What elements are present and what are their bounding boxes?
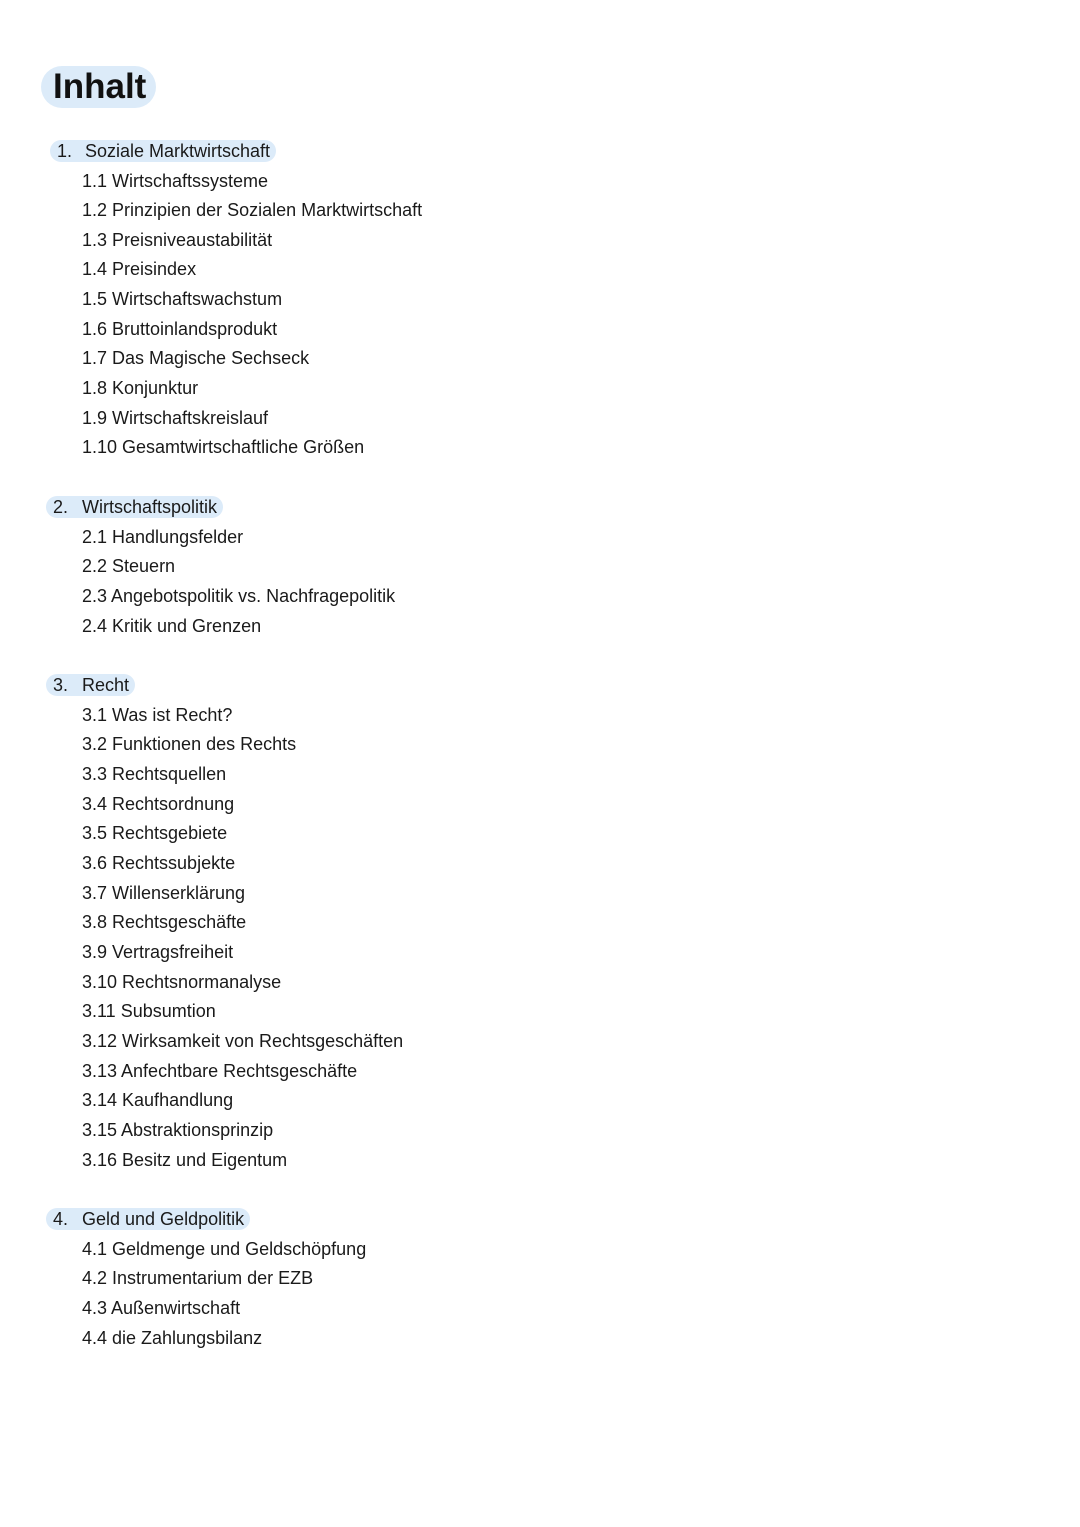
list-item[interactable]: 3.15 Abstraktionsprinzip [82,1120,274,1140]
list-item[interactable]: 1.9 Wirtschaftskreislauf [82,408,269,428]
section-heading[interactable] [50,140,276,162]
section-heading[interactable] [46,1208,250,1230]
section-heading[interactable] [46,496,223,518]
list-item[interactable]: 3.10 Rechtsnormanalyse [82,972,282,992]
list-item[interactable]: 1.3 Preisniveaustabilität [82,230,273,250]
list-item[interactable]: 3.6 Rechtssubjekte [82,853,236,873]
list-item[interactable]: 1.6 Bruttoinlandsprodukt [82,319,278,339]
list-item[interactable]: 1.10 Gesamtwirtschaftliche Größen [82,437,365,457]
section-number: 4. [53,1209,69,1229]
list-item[interactable]: 2.1 Handlungsfelder [82,527,244,547]
list-item[interactable]: 3.9 Vertragsfreiheit [82,942,234,962]
page-title: Inhalt [41,66,156,108]
list-item[interactable]: 1.2 Prinzipien der Sozialen Marktwirtschaft [82,200,423,220]
list-item[interactable]: 3.12 Wirksamkeit von Rechtsgeschäften [82,1031,404,1051]
list-item[interactable]: 3.13 Anfechtbare Rechtsgeschäfte [82,1061,358,1081]
section-number: 1. [57,141,73,161]
list-item[interactable]: 2.4 Kritik und Grenzen [82,616,262,636]
list-item[interactable]: 1.8 Konjunktur [82,378,199,398]
list-item[interactable]: 1.5 Wirtschaftswachstum [82,289,283,309]
list-item[interactable]: 1.4 Preisindex [82,259,197,279]
section-title: Wirtschaftspolitik [82,497,218,517]
list-item[interactable]: 2.2 Steuern [82,556,176,576]
list-item[interactable]: 1.1 Wirtschaftssysteme [82,171,269,191]
list-item[interactable]: 3.4 Rechtsordnung [82,794,235,814]
section-title: Soziale Marktwirtschaft [85,141,271,161]
list-item[interactable]: 1.7 Das Magische Sechseck [82,348,310,368]
list-item[interactable]: 3.5 Rechtsgebiete [82,823,228,843]
list-item[interactable]: 4.4 die Zahlungsbilanz [82,1328,263,1348]
list-item[interactable]: 3.2 Funktionen des Rechts [82,734,297,754]
list-item[interactable]: 4.1 Geldmenge und Geldschöpfung [82,1239,367,1259]
list-item[interactable]: 3.1 Was ist Recht? [82,705,233,725]
section-heading[interactable] [46,674,135,696]
section-number: 2. [53,497,69,517]
list-item[interactable]: 3.8 Rechtsgeschäfte [82,912,247,932]
list-item[interactable]: 3.3 Rechtsquellen [82,764,227,784]
section-title: Geld und Geldpolitik [82,1209,245,1229]
list-item[interactable]: 3.14 Kaufhandlung [82,1090,234,1110]
list-item[interactable]: 4.2 Instrumentarium der EZB [82,1268,314,1288]
list-item[interactable]: 3.16 Besitz und Eigentum [82,1150,288,1170]
section-title: Recht [82,675,130,695]
list-item[interactable]: 3.11 Subsumtion [82,1001,216,1021]
list-item[interactable]: 4.3 Außenwirtschaft [82,1298,241,1318]
list-item[interactable]: 2.3 Angebotspolitik vs. Nachfragepolitik [82,586,396,606]
section-number: 3. [53,675,69,695]
list-item[interactable]: 3.7 Willenserklärung [82,883,246,903]
